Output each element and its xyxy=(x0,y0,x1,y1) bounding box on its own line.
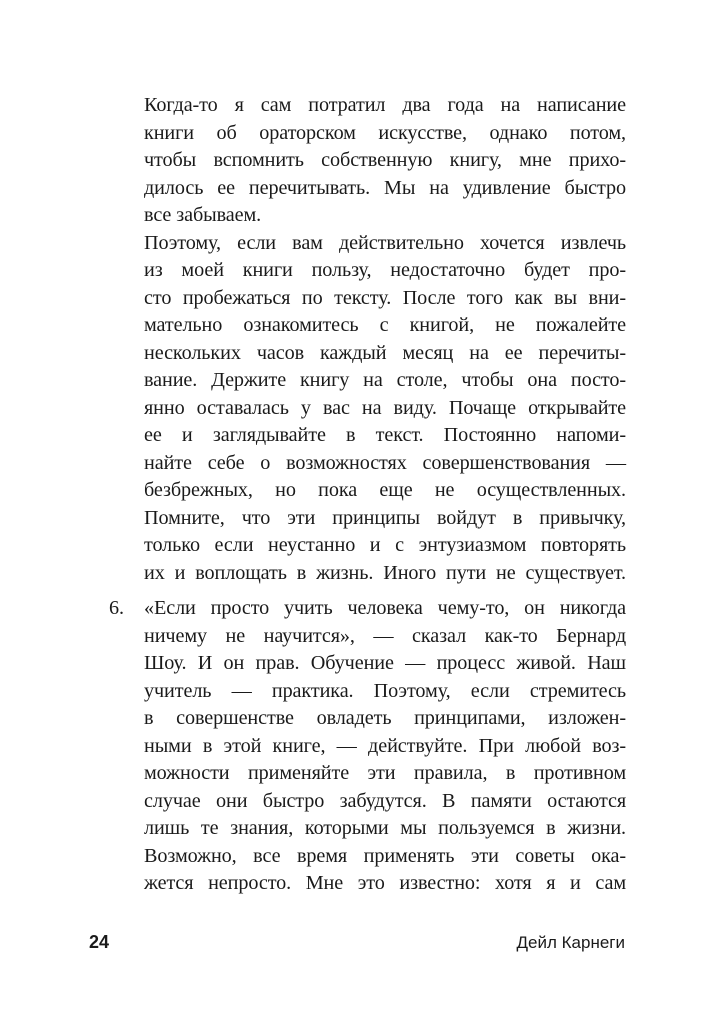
text-line: безбрежных, но пока еще не осуществленных. xyxy=(144,479,626,501)
text-line: чтобы вспомнить собственную книгу, мне прихо- xyxy=(144,149,626,171)
text-line: сто пробежаться по тексту. После того как вы вни- xyxy=(144,286,626,309)
text-line: вание. Держите книгу на столе, чтобы она посто- xyxy=(144,369,626,391)
list-number: 6. xyxy=(109,597,124,619)
running-footer-author: Дейл Карнеги xyxy=(516,933,625,952)
text-line: «Если просто учить человека чему-то, он никогда xyxy=(144,597,626,619)
text-line: все забываем. xyxy=(144,204,262,226)
text-line: ее и заглядывайте в текст. Постоянно напоми- xyxy=(144,424,626,446)
text-line: ничему не научится», — сказал как-то Бернард xyxy=(144,624,626,647)
text-line: можности применяйте эти правила, в противном xyxy=(144,762,626,784)
text-line: дилось ее перечитывать. Мы на удивление быстро xyxy=(144,176,626,199)
paragraph-1 xyxy=(144,92,626,230)
text-line: их и воплощать в жизнь. Иного пути не существует. xyxy=(144,561,626,584)
text-line: случае они быстро забудутся. В памяти остаются xyxy=(144,789,626,812)
text-line: только если неустанно и с энтузиазмом повторять xyxy=(144,534,626,556)
body-text xyxy=(109,92,626,898)
text-line: книги об ораторском искусстве, однако потом, xyxy=(144,121,626,144)
text-line: Возможно, все время применять эти советы ока- xyxy=(144,844,626,867)
text-line: найте себе о возможностях совершенствования — xyxy=(144,451,626,474)
text-line: мательно ознакомитесь с книгой, не пожалейте xyxy=(144,314,626,336)
text-line: ными в этой книге, — действуйте. При любой воз- xyxy=(144,734,626,757)
text-line: нескольких часов каждый месяц на ее перечиты- xyxy=(144,341,626,364)
text-line: янно оставалась у вас на виду. Почаще открывайте xyxy=(144,396,626,419)
text-line: из моей книги пользу, недостаточно будет про- xyxy=(144,259,626,281)
list-item-6 xyxy=(109,595,626,898)
text-line: жется непросто. Мне это известно: хотя я и сам xyxy=(144,872,626,894)
text-line: учитель — практика. Поэтому, если стремитесь xyxy=(144,679,626,702)
page-number: 24 xyxy=(89,932,110,952)
text-line: лишь те знания, которыми мы пользуемся в жизни. xyxy=(144,817,626,839)
text-line: Поэтому, если вам действительно хочется извлечь xyxy=(144,231,626,254)
text-line: в совершенстве овладеть принципами, изложен- xyxy=(144,707,626,729)
text-line: Шоу. И он прав. Обучение — процесс живой. Наш xyxy=(144,652,626,674)
text-line: Когда-то я сам потратил два года на написание xyxy=(144,94,626,116)
paragraph-2 xyxy=(144,230,626,588)
text-line: Помните, что эти принципы войдут в привычку, xyxy=(144,506,626,529)
